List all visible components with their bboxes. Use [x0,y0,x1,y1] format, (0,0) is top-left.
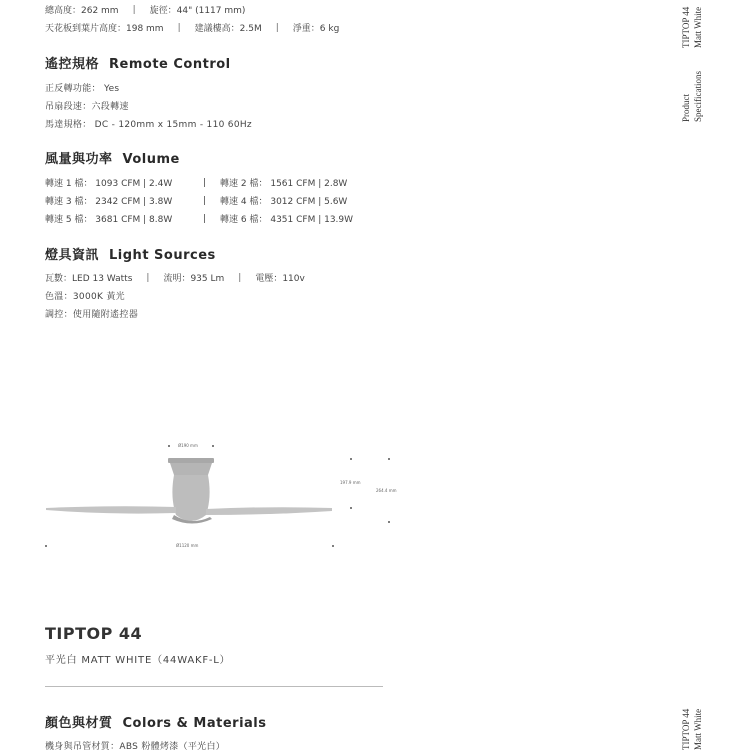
side-label-specifications [680,71,704,122]
dimension-marker [350,507,352,509]
separator: | [132,4,136,15]
side-finish: Matt White [693,708,703,750]
dimension-marker [168,445,170,447]
dimension-marker [45,545,47,547]
remote-section-title [45,53,231,72]
colors-title-zh: 顏色與材質 [45,716,113,731]
canopy-top [168,458,214,463]
separator: | [275,22,279,33]
side-finish: Matt White [693,6,703,48]
dimension-marker [332,545,334,547]
spec-line-height-weight [45,21,339,34]
volume-title-zh: 風量與功率 [45,152,113,167]
dimension-marker [212,445,214,447]
speed-4: 轉速 4 檔： 3012 CFM | 5.6W [220,197,348,207]
net-weight: 淨重：6 kg [292,24,340,34]
speed-1: 轉速 1 檔： 1093 CFM | 2.4W [45,179,173,189]
wattage: 瓦數：LED 13 Watts [45,274,133,284]
remote-title-zh: 遙控規格 [45,57,100,72]
dimension-marker [388,458,390,460]
colors-title-en: Colors & Materials [122,716,267,731]
fan-dimension-drawing [40,435,420,560]
fan-speeds: 吊扇段速：六段轉速 [45,102,129,112]
product-model: TIPTOP 44 [45,624,143,643]
separator: | [177,22,181,33]
light-title-zh: 燈具資訊 [45,248,100,263]
volume-title-en: Volume [122,152,180,167]
voltage: 電壓：110v [255,274,305,284]
product-finish: 平光白 MATT WHITE（44WAKF-L） [45,655,231,666]
total-height-label: 264.4 mm [376,488,397,493]
lumens: 流明：935 Lm [163,274,225,284]
fan-side-view-illustration [40,435,420,560]
speed-6: 轉速 6 檔： 4351 CFM | 13.9W [220,215,354,225]
section-divider [45,686,383,687]
separator: | [238,272,242,283]
side-model: TIPTOP 44 [681,6,691,48]
right-blade [206,507,332,515]
speed-2: 轉速 2 檔： 1561 CFM | 2.8W [220,179,348,189]
sweep-diameter: 旋徑：44" (1117 mm) [149,6,246,16]
reverse-function: 正反轉功能： Yes [45,84,120,94]
side-model: TIPTOP 44 [681,708,691,750]
volume-row [45,194,347,207]
side-label-bottom [680,709,704,750]
spec-line-dimensions [45,3,245,16]
light-control: 調控：使用隨附遙控器 [45,310,139,320]
light-spec-line [45,271,305,284]
separator: | [146,272,150,283]
volume-row [45,176,347,189]
canopy-body [170,463,212,475]
volume-row [45,212,353,225]
colors-section-title [45,712,267,731]
remote-title-en: Remote Control [109,57,231,72]
speed-3: 轉速 3 檔： 2342 CFM | 3.8W [45,197,173,207]
side-product: Product [681,94,691,122]
recommended-ceiling: 建議樓高：2.5M [194,24,262,34]
left-blade [46,506,176,513]
body-material: 機身與吊管材質：ABS 粉體烤漆（平光白） [45,742,226,752]
dimension-marker [350,458,352,460]
light-title-en: Light Sources [109,248,216,263]
total-height: 總高度：262 mm [45,6,119,16]
side-specifications: Specifications [693,71,703,122]
speed-5: 轉速 5 檔： 3681 CFM | 8.8W [45,215,173,225]
motor-housing [172,475,209,521]
separator: | [203,195,207,206]
motor-spec: 馬達規格： DC - 120mm x 15mm - 110 60Hz [45,120,252,130]
color-temperature: 色溫：3000K 黃光 [45,292,125,302]
separator: | [203,213,207,224]
light-section-title [45,244,216,263]
blade-height-label: 197.9 mm [340,480,361,485]
separator: | [203,177,207,188]
volume-section-title [45,148,180,167]
side-label-top [680,7,704,48]
canopy-diameter-label: Ø190 mm [178,443,198,448]
span-diameter-label: Ø1120 mm [176,543,199,548]
dimension-marker [388,521,390,523]
ceiling-to-blade: 天花板到葉片高度：198 mm [45,24,164,34]
